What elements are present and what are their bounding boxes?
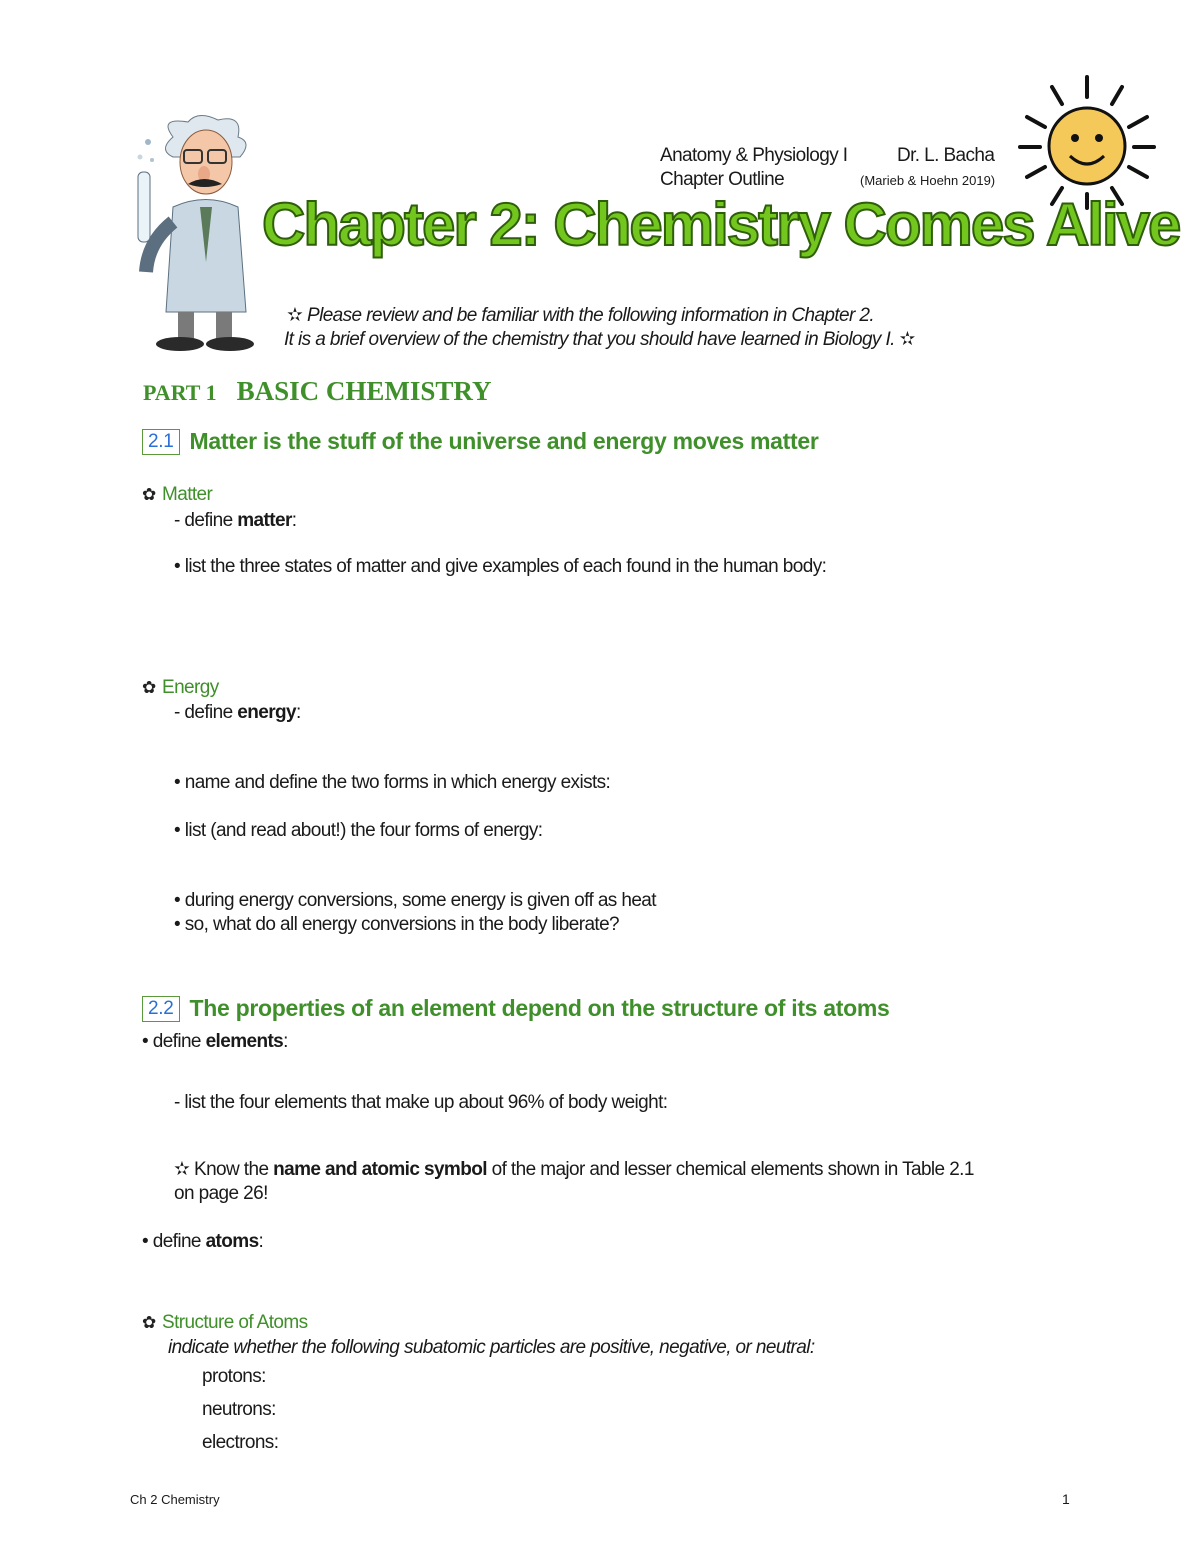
footer-label: Ch 2 Chemistry [130, 1492, 220, 1507]
define-suffix: : [295, 702, 301, 723]
energy-title: Energy [162, 677, 219, 698]
intro-line-2: It is a brief overview of the chemistry that you should have learned in Biology I. ✫ [284, 329, 915, 350]
structure-title: Structure of Atoms [162, 1312, 308, 1333]
particle-protons: protons: [202, 1366, 266, 1387]
atom-icon: ✿ [142, 485, 156, 504]
define-prefix: - define [174, 702, 238, 723]
define-term-atoms: atoms [205, 1231, 259, 1252]
four-forms-item: • list (and read about!) the four forms of energy: [174, 820, 543, 841]
conversions-item: • during energy conversions, some energy is given off as heat [174, 890, 656, 911]
course-name: Anatomy & Physiology I [660, 145, 848, 166]
part-title: BASIC CHEMISTRY [236, 376, 492, 406]
define-prefix: • define [142, 1231, 206, 1252]
define-suffix: : [283, 1031, 288, 1052]
liberate-item: • so, what do all energy conversions in the body liberate? [174, 914, 620, 935]
define-term-matter: matter [237, 510, 292, 531]
particle-neutrons: neutrons: [202, 1399, 276, 1420]
define-prefix: • define [142, 1031, 206, 1052]
know-suffix: of the major and lesser chemical elements shown in Table 2.1 [486, 1159, 974, 1180]
define-suffix: : [291, 510, 297, 531]
particle-electrons: electrons: [202, 1432, 279, 1453]
atom-icon: ✿ [142, 1313, 156, 1332]
instructor-name: Dr. L. Bacha [897, 145, 995, 166]
define-suffix: : [258, 1231, 264, 1252]
chapter-outline-label: Chapter Outline [660, 169, 785, 190]
section-number-badge: 2.2 [142, 996, 180, 1022]
scientist-illustration [118, 112, 268, 352]
know-line-2: on page 26! [174, 1183, 268, 1204]
list-states-item: • list the three states of matter and give examples of each found in the human body: [174, 556, 827, 577]
section-2-2-heading [142, 995, 890, 1022]
energy-forms-item: • name and define the two forms in which energy exists: [174, 772, 611, 793]
matter-title: Matter [162, 484, 213, 505]
know-prefix: ✫ Know the [174, 1159, 274, 1180]
define-term-energy: energy [237, 702, 296, 723]
section-heading-text: Matter is the stuff of the universe and energy moves matter [189, 428, 819, 454]
know-term: name and atomic symbol [273, 1159, 487, 1180]
define-term-elements: elements [205, 1031, 284, 1052]
page-number: 1 [1062, 1491, 1070, 1507]
section-heading-text: The properties of an element depend on the structure of its atoms [189, 995, 890, 1021]
intro-line-1: ✫ Please review and be familiar with the following information in Chapter 2. [287, 305, 875, 326]
chapter-title: Chapter 2: Chemistry Comes Alive [262, 191, 1180, 258]
four-elements-item: - list the four elements that make up about 96% of body weight: [174, 1092, 668, 1113]
section-2-1-heading [142, 428, 819, 455]
part-label: PART 1 [143, 380, 217, 405]
atom-icon: ✿ [142, 678, 156, 697]
citation: (Marieb & Hoehn 2019) [860, 173, 996, 188]
structure-instruction: indicate whether the following subatomic particles are positive, negative, or neutral: [168, 1337, 815, 1358]
section-number-badge: 2.1 [142, 429, 180, 455]
define-prefix: - define [174, 510, 238, 531]
